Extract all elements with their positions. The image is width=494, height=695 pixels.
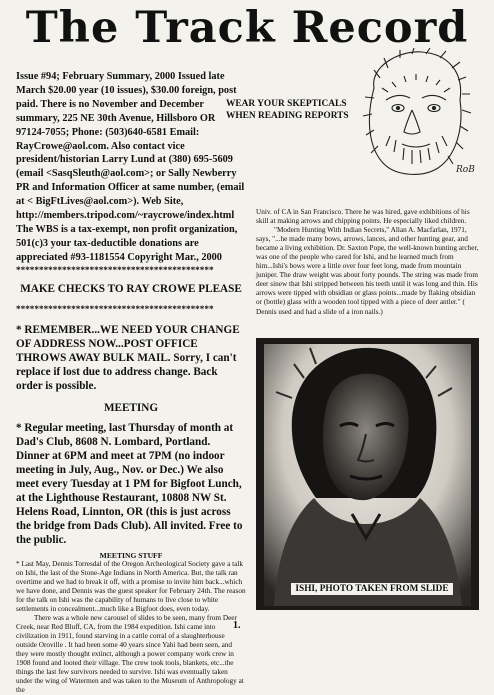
remember-notice: * REMEMBER...WE NEED YOUR CHANGE OF ADDRESS NOW...POST OFFICE THROWS AWAY BULK MAIL. Sorry, I can't replace if lost due to address change. Back order is possible. [16,323,240,392]
make-checks-heading: MAKE CHECKS TO RAY CROWE PLEASE [20,282,242,295]
right-column [256,208,482,317]
stars-divider: ******************************************* [16,264,214,275]
meeting-stuff-paragraph-2: There was a whole new carousel of slides to be seen, many from Deer Creek, near Red Bluff, CA, from the 1984 expedition. Ishi came into civilization in 1911, found starving in a cattle corral of a slaughterhouse outside Oroville . It had been some 40 years since Yahi had been seen, and they were mostly thought extinct, although a power company work crew in 1908 found and looted their village. The crew took tools, blankets, etc...the things the last few survivors needed to survive. Ishi was eventually taken under the wing of Watermen and was taken to the Museum of Anthropology at the [16,613,244,695]
masthead-issue-info: Issue #94; February Summary, 2000 Issued late March $20.00 year (10 issues), $30.00 foreign, post paid. There is no November and December summary, 225 NE 30th Avenue, Hillsboro OR 97124-7055; Phone: (503)640-6581 Email: RayCrowe@aol.com. Also contact vice president/historian Larry Lund at (380) 695-5609 (email <SasqSleuth@aol.com>; or Sally Newberry PR and Information Officer at same number, (email at < BigFtLives@aol.com>). Web Site, http://members.tripod.com/~raycrowe/index.html The WBS is a tax-exempt, non profit organization, 501(c)3 your tax-deductible donations are appreciated #93-1181554 Copyright Mar., 2000 [16,71,245,263]
art-signature: RoB [456,165,475,175]
skepticals-tagline: WEAR YOUR SKEPTICALS WHEN READING REPORTS [226,99,349,121]
meeting-heading: MEETING [103,401,159,414]
ishi-photo [256,338,479,610]
meeting-body: * Regular meeting, last Thursday of month at Dad's Club, 8608 N. Lombard, Portland. Dinner at 6PM and meet at 7PM (no indoor meeting in July, Aug., Nov. or Dec.) We also meet every Tuesday at 1 PM for Bigfoot Lunch, at the Lighthouse Restaurant, 10808 NW St. Helens Road, Linnton, OR (this is just across the bridge from Dads Club). All invited. Free to the public. [16,421,243,546]
bigfoot-face-icon [352,48,480,180]
newsletter-title: The Track Record [25,3,469,53]
meeting-stuff-heading: MEETING STUFF [99,550,163,560]
meeting-stuff-paragraph-1: * Last May, Dennis Torresdal of the Oregon Archeological Society gave a talk on Ishi, the last of the Stone-Age Indians in North America. But, the talk ran overtime and we had to break it off, with a promise to invite him back...which we have done, and Dennis was the guest speaker for February 24th. The reason for the talk on Ishi was the capability of humans to live close to white settlements in concealment...much like a Bigfoot does, even today. [16,559,246,613]
bigfoot-illustration [352,48,480,180]
stars-divider: ******************************************* [16,303,214,314]
left-column [16,70,246,695]
meeting-stuff-paragraph-3: Univ. of CA in San Francisco. There he was hired, gave exhibitions of his skill at making arrows and chipping points. He especially liked children. [256,208,470,226]
ishi-portrait-image [256,338,479,610]
photo-caption: ISHI, PHOTO TAKEN FROM SLIDE [291,583,453,595]
meeting-stuff-paragraph-4: "Modern Hunting With Indian Secrets," Allan A. Macfarlan, 1971, says, "...he made many bows, arrows, lances, and other hunting gear, and became a living exhibition. Dr. Saxton Pope, the well-known hunting archer, was one of the people who cared for Ishi, and he learned much from him...Ishi's bows were a little over four feet long, made from mountain juniper. The draw weight was about forty pounds. The string was made from deer sinew that Ishi stripped between his teeth until it was long and thin. His arrows were tipped with obsidian or glass points...made by flaking obsidian or (bottle) glass with a wooden tool tipped with a piece of deer antler." ( Dennis used and had a slide of a iron nails.) [256,226,479,316]
page-number: 1. [233,620,241,631]
